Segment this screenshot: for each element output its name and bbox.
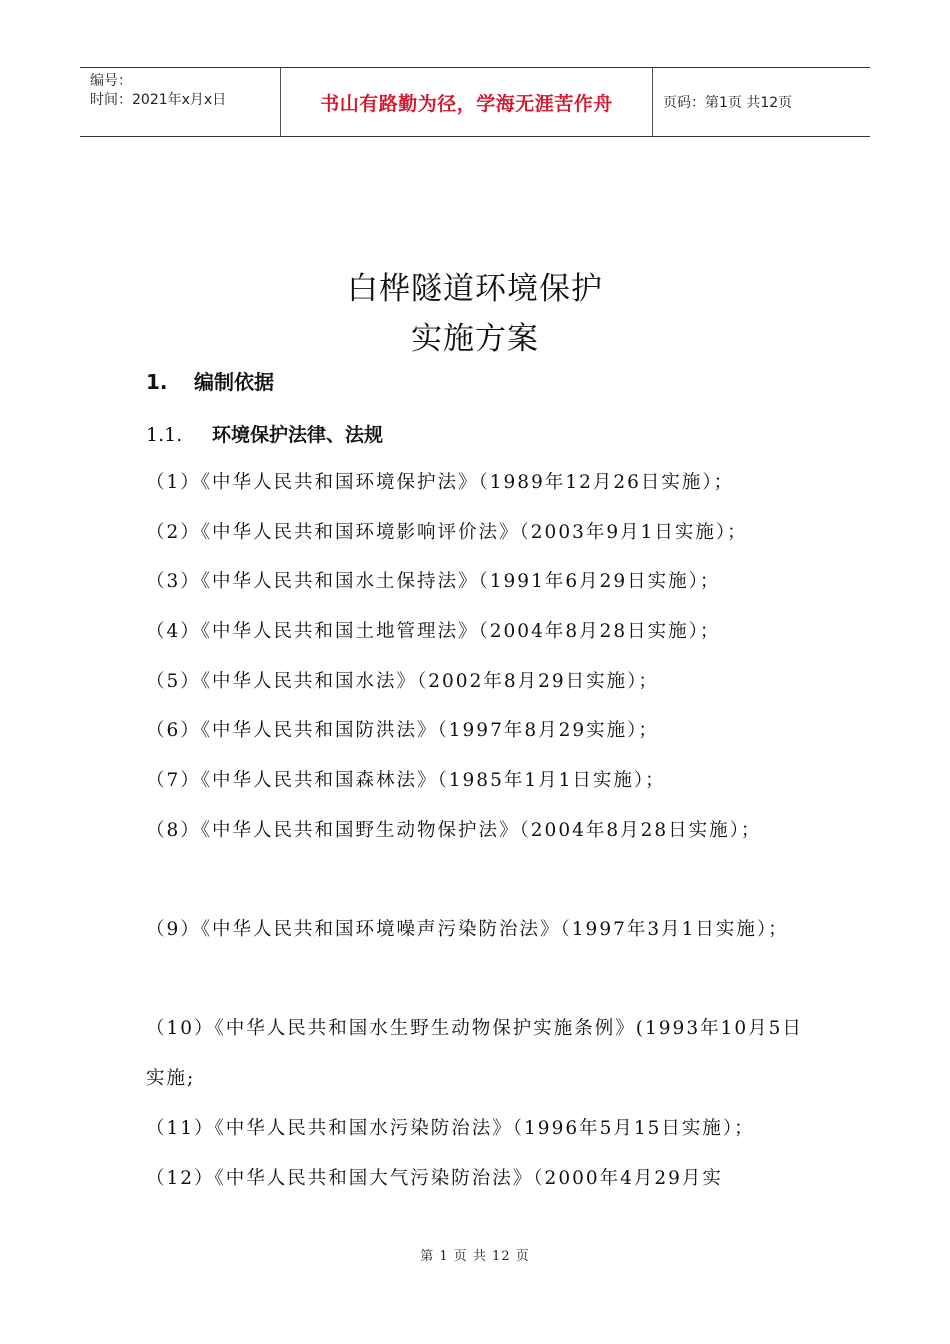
law-item-2: （2）《中华人民共和国环境影响评价法》（2003年9月1日实施）； [146, 522, 748, 543]
law-item-12: （12）《中华人民共和国大气污染防治法》（2000年4月29月实 [146, 1168, 723, 1189]
law-item-11: （11）《中华人民共和国水污染防治法》（1996年5月15日实施）； [146, 1118, 755, 1139]
section-heading-1-1 [146, 420, 383, 447]
header-motto: 书山有路勤为径，学海无涯苦作舟 [281, 68, 653, 136]
document-number-label: 编号： [90, 73, 132, 89]
document-time-label: 时间：2021年x月x日 [90, 92, 227, 108]
section-title: 编制依据 [194, 370, 274, 394]
law-item-9: （9）《中华人民共和国环境噪声污染防治法》（1997年3月1日实施）； [146, 919, 789, 940]
header-page-info: 页码：第1页 共12页 [663, 95, 793, 111]
section-heading-1 [146, 366, 274, 395]
subsection-number: 1.1. [146, 424, 183, 446]
law-item-7: （7）《中华人民共和国森林法》（1985年1月1日实施）； [146, 770, 666, 791]
document-title-line1: 白桦隧道环境保护 [347, 271, 603, 307]
law-item-3: （3）《中华人民共和国水土保持法》（1991年6月29日实施）； [146, 571, 721, 592]
law-item-10: （10）《中华人民共和国水生野生动物保护实施条例》(1993年10月5日实施; [146, 1018, 803, 1089]
law-item-1: （1）《中华人民共和国环境保护法》（1989年12月26日实施）； [146, 472, 735, 493]
law-item-4: （4）《中华人民共和国土地管理法》（2004年8月28日实施）； [146, 621, 721, 642]
law-item-6: （6）《中华人民共和国防洪法》（1997年8月29实施）； [146, 720, 659, 741]
law-item-5: （5）《中华人民共和国水法》（2002年8月29日实施）； [146, 671, 659, 692]
subsection-title: 环境保护法律、法规 [212, 424, 384, 446]
section-number: 1. [146, 370, 168, 394]
page-header [80, 67, 870, 137]
document-title-line2: 实施方案 [411, 321, 539, 357]
page-footer: 第 1 页 共 12 页 [420, 1249, 530, 1264]
header-meta [80, 68, 281, 136]
law-item-8: （8）《中华人民共和国野生动物保护法》（2004年8月28日实施）； [146, 820, 762, 841]
